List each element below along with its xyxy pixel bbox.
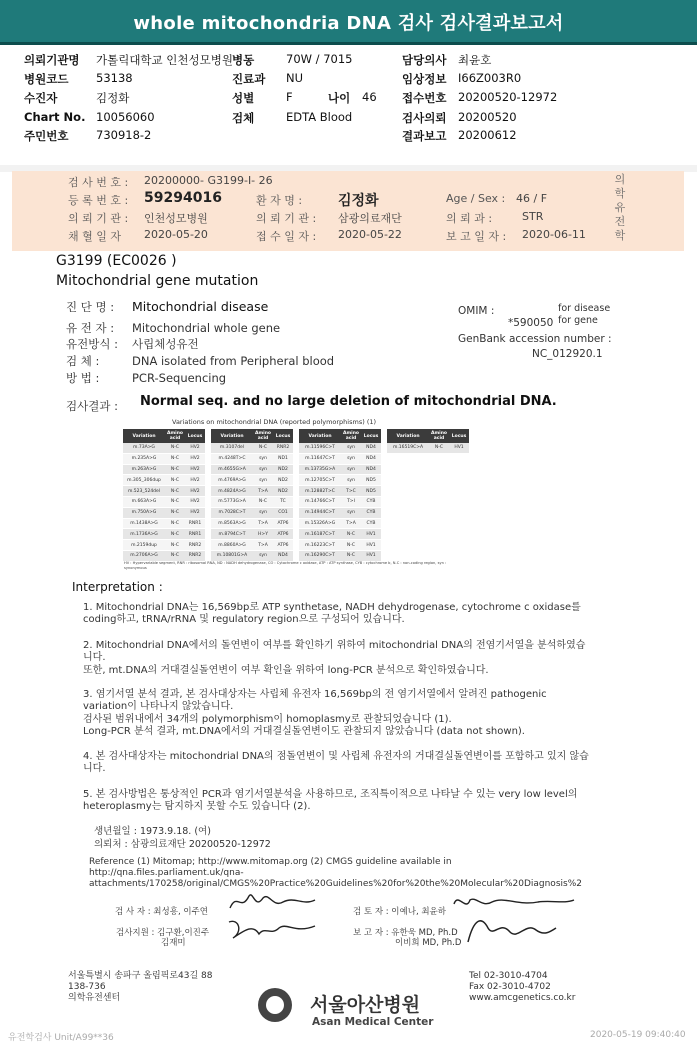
info-specimen	[66, 353, 334, 369]
variant-cell: m.16223C>T	[299, 540, 341, 551]
variant-table-header-cell: Locus	[361, 429, 381, 443]
variant-cell: ND2	[273, 475, 293, 486]
variant-cell: m.663A>G	[123, 496, 165, 507]
variant-cell: ND4	[273, 550, 293, 561]
header-label: 담당의사	[402, 53, 447, 67]
variant-cell	[429, 464, 449, 475]
header-value: 최윤호	[458, 53, 492, 67]
variant-cell: m.5773G>A	[211, 496, 253, 507]
variant-cell	[429, 518, 449, 529]
variant-cell: RNR2	[185, 550, 205, 561]
variant-table-header-cell: Locus	[273, 429, 293, 443]
info-key: 유 전 자 :	[66, 321, 115, 335]
variant-cell: HV2	[185, 453, 205, 464]
variant-cell: m.4248T>C	[211, 453, 253, 464]
variant-table-note: HV : Hypervariable segment, RNR : ribosomal RNA, ND : NADH dehydrogenase, CO : Cytochrome c oxidase, ATP : ATP synthase, CYB : cytochrome b, N-C : non-coding region, syn : synonymous	[124, 561, 447, 570]
variant-cell: m.263A>G	[123, 464, 165, 475]
postal-code: 138-736	[68, 982, 106, 992]
header-value: 김정화	[96, 91, 130, 105]
address-line: 서울특별시 송파구 올림픽로43길 88	[68, 971, 213, 981]
omim-number: *590050	[508, 317, 554, 329]
variant-cell	[449, 518, 469, 529]
variant-cell: N-C	[165, 529, 185, 540]
variant-cell: N-C	[341, 529, 361, 540]
interpretation-para-3c: Long-PCR 분석 결과, mt.DNA에서의 거대결실돌연변이도 관찰되지 않았습니다 (data not shown).	[83, 726, 525, 737]
scan-label: 접 수 일 자 :	[256, 230, 317, 243]
support-label-2: 김재미	[161, 938, 186, 948]
variant-cell: syn	[341, 475, 361, 486]
variant-cell	[387, 540, 429, 551]
header-value: 46	[362, 90, 377, 104]
center-name: 의학유전센터	[68, 993, 121, 1003]
website: www.amcgenetics.co.kr	[469, 993, 576, 1003]
scan-label: 채 혈 일 자	[68, 230, 121, 243]
header-label: 성별	[232, 91, 255, 105]
table-row	[123, 529, 469, 540]
variant-cell: m.1736A>G	[123, 529, 165, 540]
scan-value: 삼광의료재단	[338, 212, 402, 225]
variant-cell: HV2	[185, 475, 205, 486]
variant-cell: ND4	[361, 464, 381, 475]
variant-cell	[387, 550, 429, 561]
variant-cell: T>A	[253, 518, 273, 529]
variant-cell: ND4	[361, 453, 381, 464]
interpretation-para-2b: 또한, mt.DNA의 거대결실돌연변이 여부 확인을 위하여 long-PCR 분석으로 확인하였습니다.	[83, 665, 489, 676]
signature-reviewer	[448, 890, 578, 914]
header-label: 접수번호	[402, 91, 447, 105]
variant-cell: ND2	[273, 486, 293, 497]
header-value: 20200520	[458, 110, 517, 124]
test-code: G3199 (EC0026 )	[56, 253, 177, 269]
header-label: 병동	[232, 53, 255, 67]
genbank-accession: NC_012920.1	[532, 348, 603, 360]
hospital-name-korean: 서울아산병원	[310, 994, 421, 1016]
header-label: Chart No.	[24, 110, 86, 124]
variant-cell: m.16290C>T	[299, 550, 341, 561]
side-char: 학	[614, 229, 626, 242]
variant-cell: ATP6	[273, 529, 293, 540]
scan-label: 의 뢰 기 관 :	[256, 212, 317, 225]
side-char: 전	[614, 215, 626, 228]
scan-label: Age / Sex :	[446, 192, 506, 205]
header-label: 검사의뢰	[402, 111, 447, 125]
variant-cell	[429, 540, 449, 551]
info-key: 방 법 :	[66, 371, 100, 385]
table-row	[123, 540, 469, 551]
header-value: 가톨릭대학교 인천성모병원	[96, 53, 233, 67]
variant-cell: RNR1	[185, 518, 205, 529]
side-char: 의	[614, 173, 626, 186]
variant-cell: N-C	[165, 464, 185, 475]
table-row	[123, 464, 469, 475]
variant-cell: m.13735G>A	[299, 464, 341, 475]
variant-cell: HV2	[185, 464, 205, 475]
header-value: 70W / 7015	[286, 52, 353, 66]
variant-cell: m.305_306dup	[123, 475, 165, 486]
scan-value: 46 / F	[516, 192, 548, 205]
reporter-label-2: 이비희 MD, Ph.D	[395, 938, 462, 948]
variant-cell	[387, 496, 429, 507]
variant-cell: m.12705C>T	[299, 475, 341, 486]
variant-cell	[449, 496, 469, 507]
variant-cell	[387, 518, 429, 529]
variant-cell: syn	[341, 453, 361, 464]
variant-table-header-cell: Amino acid	[430, 431, 447, 441]
requester: 의뢰처 : 삼광의료재단 20200520-12972	[94, 839, 271, 850]
variant-cell: ND5	[361, 486, 381, 497]
header-label: 수진자	[24, 91, 58, 105]
variant-cell: ND4	[361, 443, 381, 453]
variant-cell: m.73A>G	[123, 443, 165, 453]
table-row	[123, 496, 469, 507]
info-diagnosis	[66, 299, 268, 315]
variant-cell: N-C	[165, 540, 185, 551]
contact-info	[469, 971, 575, 1004]
variant-cell: T>C	[341, 486, 361, 497]
variant-cell: HV2	[185, 496, 205, 507]
variant-cell	[429, 550, 449, 561]
footer-timestamp: 2020-05-19 09:40:40	[590, 1030, 686, 1040]
header-label: 주민번호	[24, 129, 69, 143]
variant-cell: N-C	[165, 507, 185, 518]
variant-cell: m.4824A>G	[211, 486, 253, 497]
result-text: Normal seq. and no large deletion of mitochondrial DNA.	[140, 394, 557, 409]
variant-cell	[449, 540, 469, 551]
variant-cell: TC	[273, 496, 293, 507]
variant-cell: m.14944C>T	[299, 507, 341, 518]
scan-value: 2020-06-11	[522, 228, 586, 241]
variant-cell: HV2	[185, 486, 205, 497]
variant-cell: m.15326A>G	[299, 518, 341, 529]
variant-cell: T>A	[253, 540, 273, 551]
header-label: 검체	[232, 111, 255, 125]
variant-table	[123, 429, 469, 562]
info-value: Mitochondrial disease	[132, 299, 269, 314]
variant-cell	[429, 507, 449, 518]
omim-label: OMIM :	[458, 305, 495, 317]
signature-tester	[225, 888, 320, 916]
variant-cell: N-C	[165, 550, 185, 561]
scan-info-band	[12, 171, 684, 251]
variant-cell: ND1	[273, 453, 293, 464]
variant-cell: m.2706A>G	[123, 550, 165, 561]
signature-reporter	[460, 912, 560, 946]
patient-header	[24, 52, 684, 148]
variant-cell	[429, 496, 449, 507]
birthdate: 생년월일 : 1973.9.18. (여)	[94, 826, 211, 837]
variant-cell: m.16187C>T	[299, 529, 341, 540]
info-method	[66, 370, 226, 386]
header-value: F	[286, 90, 293, 104]
telephone: Tel 02-3010-4704	[469, 971, 548, 981]
variant-cell: m.235A>G	[123, 453, 165, 464]
variant-cell: m.4769A>G	[211, 475, 253, 486]
info-inheritance	[66, 336, 199, 352]
variant-cell: syn	[253, 507, 273, 518]
variant-cell: m.7028C>T	[211, 507, 253, 518]
scan-label: 보 고 일 자 :	[446, 230, 507, 243]
interpretation-title: Interpretation :	[72, 580, 163, 594]
variant-table-header-cell: Variation	[387, 429, 429, 443]
signature-support	[225, 914, 320, 944]
header-label: 의뢰기관명	[24, 53, 80, 67]
variant-cell: m.4655G>A	[211, 464, 253, 475]
header-value: 10056060	[96, 110, 155, 124]
reviewer-label: 검 토 자 : 이예나, 최윤하	[353, 907, 446, 917]
variant-cell: HV1	[449, 443, 469, 453]
variant-table-title: Variations on mitochondrial DNA (reported polymorphisms) (1)	[172, 418, 377, 426]
variant-cell	[449, 529, 469, 540]
variant-cell: m.8794C>T	[211, 529, 253, 540]
variant-cell: HV2	[185, 443, 205, 453]
variant-cell	[449, 550, 469, 561]
scan-value: 인천성모병원	[144, 212, 208, 225]
title-underline	[0, 42, 697, 45]
info-value: 사립체성유전	[132, 337, 199, 351]
variant-cell: T>A	[253, 486, 273, 497]
scan-value: 김정화	[338, 193, 379, 209]
variant-cell: HV1	[361, 540, 381, 551]
variant-cell: m.8563A>G	[211, 518, 253, 529]
variant-cell	[429, 475, 449, 486]
variant-table-header	[123, 429, 469, 443]
variant-cell: m.8860A>G	[211, 540, 253, 551]
variant-table-header-cell: Amino acid	[342, 431, 359, 441]
variant-cell: N-C	[165, 518, 185, 529]
scan-label: 검 사 번 호 :	[68, 176, 129, 189]
table-row	[123, 518, 469, 529]
variant-cell	[387, 475, 429, 486]
variant-table-header-cell: Locus	[185, 429, 205, 443]
header-label: 결과보고	[402, 129, 447, 143]
scan-label: 등 록 번 호 :	[68, 194, 129, 207]
variant-cell: m.1438A>G	[123, 518, 165, 529]
hospital-name-english: Asan Medical Center	[312, 1016, 434, 1028]
info-key: 검 체 :	[66, 354, 100, 368]
variant-cell: CYB	[361, 496, 381, 507]
variant-cell	[429, 486, 449, 497]
variant-cell: N-C	[253, 496, 273, 507]
variant-cell: HV1	[361, 550, 381, 561]
table-row	[123, 507, 469, 518]
variant-cell: syn	[253, 550, 273, 561]
variant-cell: CYB	[361, 507, 381, 518]
scan-value: 2020-05-20	[144, 228, 208, 241]
variant-cell	[449, 507, 469, 518]
variant-cell	[387, 529, 429, 540]
info-key: 유전방식 :	[66, 337, 118, 351]
variant-cell: syn	[341, 464, 361, 475]
side-char: 학	[614, 187, 626, 200]
variant-cell: m.16519C>A	[387, 443, 429, 453]
scan-label: 의 뢰 기 관 :	[68, 212, 129, 225]
result-label: 검사결과 :	[66, 399, 118, 413]
variant-table-header-cell: Variation	[211, 429, 253, 443]
header-label: 임상정보	[402, 72, 447, 86]
variant-cell	[449, 475, 469, 486]
variant-cell: HV2	[185, 507, 205, 518]
interpretation-para-3: 3. 염기서열 분석 결과, 본 검사대상자는 사립체 유전자 16,569bp의 전 염기서열에서 알려진 pathogenic variation이 나타나지 않았습니다.	[83, 689, 547, 712]
footer-unit: 유전학검사 Unit/A99**36	[8, 1033, 114, 1043]
variant-cell	[387, 486, 429, 497]
variant-cell: m.14766C>T	[299, 496, 341, 507]
hospital-logo	[258, 988, 292, 1022]
variant-table-header-cell: Amino acid	[254, 431, 271, 441]
variant-cell: ND5	[361, 475, 381, 486]
side-char: 유	[614, 201, 626, 214]
dept-vertical-label	[613, 173, 627, 243]
variant-cell: N-C	[341, 540, 361, 551]
variant-cell: H>Y	[253, 529, 273, 540]
genbank-label: GenBank accession number :	[458, 333, 612, 345]
variant-cell: ATP6	[273, 540, 293, 551]
variant-cell: m.523_524del	[123, 486, 165, 497]
report-title: whole mitochondria DNA 검사 검사결과보고서	[0, 0, 697, 44]
variant-cell: RNR1	[185, 529, 205, 540]
variant-cell: N-C	[165, 443, 185, 453]
variant-table-header-cell: Variation	[123, 429, 165, 443]
info-value: DNA isolated from Peripheral blood	[132, 354, 335, 368]
variant-cell	[387, 464, 429, 475]
variant-cell: CYB	[361, 518, 381, 529]
variant-cell	[429, 529, 449, 540]
variant-cell: N-C	[341, 550, 361, 561]
header-value: EDTA Blood	[286, 110, 353, 124]
reporter-label: 보 고 자 : 유한욱 MD, Ph.D	[353, 928, 458, 938]
variant-cell: m.3107del	[211, 443, 253, 453]
variant-table-header-cell: Amino acid	[166, 431, 183, 441]
info-gene	[66, 320, 280, 336]
variant-cell: m.750A>G	[123, 507, 165, 518]
header-label: 병원코드	[24, 72, 69, 86]
variant-cell: CO1	[273, 507, 293, 518]
variant-cell: N-C	[165, 486, 185, 497]
info-value: Mitochondrial whole gene	[132, 321, 281, 335]
header-value: NU	[286, 71, 304, 85]
table-row	[123, 550, 469, 561]
info-value: PCR-Sequencing	[132, 371, 227, 385]
header-value: 20200612	[458, 128, 517, 142]
variant-cell: syn	[341, 507, 361, 518]
variant-cell	[387, 507, 429, 518]
interpretation-para-4: 4. 본 검사대상자는 mitochondrial DNA의 점돌연변이 및 사립체 유전자의 거대결실돌연변이를 포함하고 있지 않습니다.	[83, 751, 589, 774]
variant-cell	[449, 453, 469, 464]
variant-cell: T>A	[341, 518, 361, 529]
test-subtitle: Mitochondrial gene mutation	[56, 273, 259, 289]
scan-value: 2020-05-22	[338, 228, 402, 241]
table-row	[123, 486, 469, 497]
reference-text: Reference (1) Mitomap; http://www.mitomap.org (2) CMGS guideline available in http://qna.files.parliament.uk/qna-attachments/170258/original/CMGS%20Practice%20Guidelines%20for%20the%20Molecular%20Diagnosis%2	[89, 857, 582, 889]
interpretation-para-5: 5. 본 검사방법은 통상적인 PCR과 염기서열분석을 사용하므로, 조직특이적으로 나타날 수 있는 very low level의 heteroplasmy는 탐지하지 못할 수도 있습니다 (2).	[83, 789, 578, 812]
variant-cell	[429, 453, 449, 464]
header-value: 730918-2	[96, 128, 152, 142]
scan-label: 환 자 명 :	[256, 194, 303, 207]
header-label: 나이	[328, 91, 351, 105]
tester-label: 검 사 자 : 최성흥, 이주연	[115, 907, 208, 917]
variant-cell: N-C	[165, 475, 185, 486]
variant-cell: ND2	[273, 464, 293, 475]
variant-cell: m.10801G>A	[211, 550, 253, 561]
scan-label: 의 뢰 과 :	[446, 212, 493, 225]
scan-value: 20200000- G3199-I- 26	[144, 174, 273, 187]
variant-cell: N-C	[253, 443, 273, 453]
variant-cell: m.2159dup	[123, 540, 165, 551]
variant-cell: syn	[253, 475, 273, 486]
variant-cell: N-C	[165, 453, 185, 464]
scan-value: 59294016	[144, 190, 222, 206]
scan-value: STR	[522, 210, 544, 223]
table-row	[123, 443, 469, 453]
variant-cell: HV1	[361, 529, 381, 540]
variant-cell: syn	[341, 443, 361, 453]
variant-cell	[449, 464, 469, 475]
omim-for-gene: for gene	[558, 315, 598, 326]
support-label: 검사지원 : 김구환,이진주	[116, 928, 210, 938]
header-value: I66Z003R0	[458, 71, 522, 85]
variant-cell: RNR2	[273, 443, 293, 453]
variant-cell: ATP6	[273, 518, 293, 529]
variant-cell: RNR2	[185, 540, 205, 551]
interpretation-para-2: 2. Mitochondrial DNA에서의 돌연변이 여부를 확인하기 위하여 mitochondrial DNA의 전염기서열을 분석하였습니다.	[83, 640, 586, 663]
variant-cell: m.11596C>T	[299, 443, 341, 453]
variant-table-header-cell: Variation	[299, 429, 341, 443]
address	[68, 971, 213, 1004]
variant-cell	[387, 453, 429, 464]
header-value: 20200520-12972	[458, 90, 558, 104]
variant-cell: syn	[253, 464, 273, 475]
interpretation-para-1: 1. Mitochondrial DNA는 16,569bp로 ATP synthetase, NADH dehydrogenase, cytochrome c oxidase를 coding하고, tRNA/rRNA 및 regulatory region으로 구성되어 있습니다.	[83, 602, 581, 625]
variant-cell: m.11647C>T	[299, 453, 341, 464]
variant-cell	[449, 486, 469, 497]
header-label: 진료과	[232, 72, 266, 86]
variant-cell: T>I	[341, 496, 361, 507]
variant-cell: m.12882T>C	[299, 486, 341, 497]
variant-table-header-cell: Locus	[449, 429, 469, 443]
info-key: 진 단 명 :	[66, 300, 115, 314]
omim-for-disease: for disease	[558, 303, 611, 314]
table-row	[123, 453, 469, 464]
table-row	[123, 475, 469, 486]
interpretation-para-3b: 검사된 범위내에서 34개의 polymorphism이 homoplasmy로 관찰되었습니다 (1).	[83, 714, 452, 725]
variant-cell: N-C	[165, 496, 185, 507]
variant-cell: syn	[253, 453, 273, 464]
variant-cell: N-C	[429, 443, 449, 453]
header-value: 53138	[96, 71, 133, 85]
fax: Fax 02-3010-4702	[469, 982, 551, 992]
